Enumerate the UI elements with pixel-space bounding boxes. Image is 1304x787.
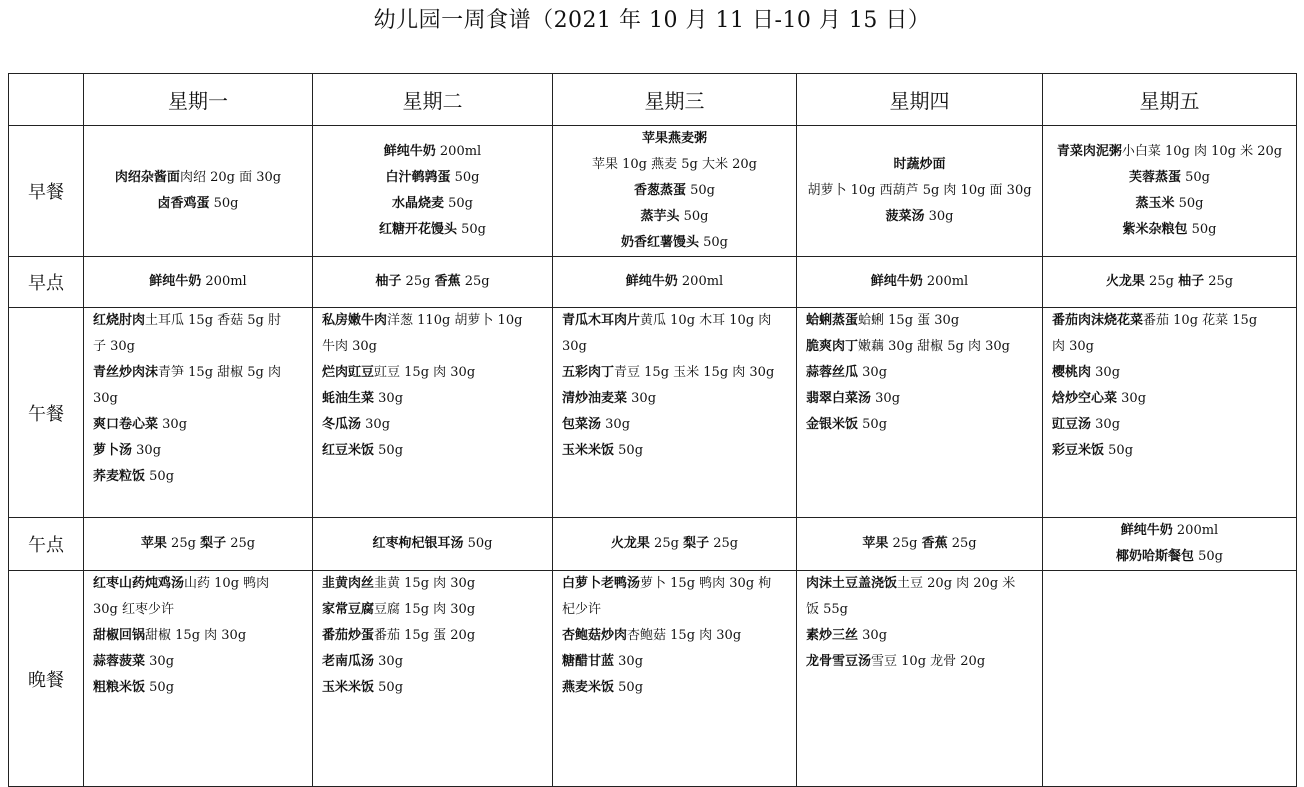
menu-cell bbox=[84, 126, 313, 257]
meal-label: 晚餐 bbox=[9, 571, 84, 787]
dish-detail: 30g bbox=[145, 654, 175, 669]
menu-item bbox=[322, 386, 546, 412]
menu-cell bbox=[553, 571, 797, 787]
dish-name: 清炒油麦菜 bbox=[562, 391, 628, 406]
menu-item bbox=[93, 412, 306, 438]
menu-item bbox=[797, 204, 1042, 230]
menu-item bbox=[313, 165, 552, 191]
dish-name: 青菜肉泥粥 bbox=[1056, 144, 1122, 159]
menu-item bbox=[806, 571, 1036, 597]
dish-name: 番茄肉沫烧花菜 bbox=[1052, 313, 1144, 328]
menu-item bbox=[1043, 217, 1296, 243]
dish-name: 萝卜汤 bbox=[93, 443, 133, 458]
dish-detail: 25g bbox=[888, 536, 922, 551]
menu-item bbox=[93, 675, 306, 701]
dish-name: 龙骨雪豆汤 bbox=[806, 654, 872, 669]
dish-detail: 30g 红枣少许 bbox=[93, 602, 174, 617]
dish-detail: 土豆 20g 肉 20g 米 bbox=[897, 576, 1016, 591]
menu-cell bbox=[797, 518, 1043, 571]
dish-detail: 甜椒 15g 肉 30g bbox=[145, 628, 247, 643]
dish-detail: 土耳瓜 15g 香菇 5g 肘 bbox=[145, 313, 282, 328]
dish-detail: 50g bbox=[457, 222, 486, 237]
dish-detail: 25g bbox=[649, 536, 684, 551]
menu-item bbox=[1043, 165, 1296, 191]
menu-item bbox=[84, 165, 312, 191]
menu-item bbox=[313, 139, 552, 165]
menu-item bbox=[797, 269, 1042, 295]
dish-name: 番茄炒蛋 bbox=[322, 628, 375, 643]
menu-item bbox=[553, 531, 796, 557]
dish-detail: 50g bbox=[614, 443, 644, 458]
menu-item bbox=[562, 571, 790, 597]
menu-item bbox=[93, 438, 306, 464]
menu-item bbox=[806, 308, 1036, 334]
menu-item bbox=[93, 649, 306, 675]
dish-detail: 30g bbox=[158, 417, 188, 432]
dish-name: 红糖开花馒头 bbox=[378, 222, 457, 237]
menu-cell bbox=[1043, 257, 1297, 308]
menu-item bbox=[806, 623, 1036, 649]
menu-cell bbox=[1043, 518, 1297, 571]
dish-detail: 嫩藕 30g 甜椒 5g 肉 30g bbox=[858, 339, 1010, 354]
menu-cell bbox=[313, 308, 553, 518]
menu-item bbox=[553, 152, 796, 178]
menu-cell bbox=[1043, 308, 1297, 518]
dish-detail: 番茄 15g 蛋 20g bbox=[374, 628, 476, 643]
dish-detail: 萝卜 15g 鸭肉 30g 枸 bbox=[640, 576, 772, 591]
menu-item bbox=[553, 269, 796, 295]
dish-detail: 50g bbox=[1194, 549, 1223, 564]
dish-detail: 30g bbox=[1091, 365, 1121, 380]
menu-item bbox=[1052, 360, 1290, 386]
dish-detail: 蛤蜊 15g 蛋 30g bbox=[858, 313, 960, 328]
menu-item bbox=[1052, 412, 1290, 438]
menu-item bbox=[313, 531, 552, 557]
dish-detail: 25g bbox=[166, 536, 201, 551]
menu-item bbox=[562, 623, 790, 649]
dish-name: 柚子 bbox=[1178, 274, 1205, 289]
dish-detail: 牛肉 30g bbox=[322, 339, 377, 354]
menu-item bbox=[322, 597, 546, 623]
dish-name: 烂肉豇豆 bbox=[322, 365, 375, 380]
menu-item bbox=[93, 308, 306, 334]
dish-name: 脆爽肉丁 bbox=[806, 339, 859, 354]
dish-name: 肉沫土豆盖浇饭 bbox=[806, 576, 898, 591]
meal-row bbox=[9, 518, 1297, 571]
menu-cell bbox=[553, 518, 797, 571]
dish-name: 蚝油生菜 bbox=[322, 391, 375, 406]
dish-name: 椰奶哈斯餐包 bbox=[1115, 549, 1194, 564]
dish-name: 樱桃肉 bbox=[1052, 365, 1092, 380]
dish-name: 包菜汤 bbox=[562, 417, 602, 432]
dish-detail: 30g bbox=[614, 654, 644, 669]
dish-name: 蛤蜊蒸蛋 bbox=[806, 313, 859, 328]
dish-detail: 30g bbox=[1117, 391, 1147, 406]
dish-detail: 25g bbox=[460, 274, 490, 289]
dish-name: 卤香鸡蛋 bbox=[157, 196, 210, 211]
menu-cell bbox=[797, 126, 1043, 257]
dish-detail: 200ml bbox=[1172, 523, 1219, 538]
dish-detail: 200ml bbox=[435, 144, 482, 159]
menu-item bbox=[84, 191, 312, 217]
menu-cell bbox=[553, 308, 797, 518]
dish-name: 梨子 bbox=[683, 536, 710, 551]
dish-detail: 25g bbox=[226, 536, 256, 551]
dish-name: 鲜纯牛奶 bbox=[625, 274, 678, 289]
menu-item bbox=[562, 675, 790, 701]
dish-detail: 山药 10g 鸭肉 bbox=[184, 576, 270, 591]
menu-item bbox=[322, 360, 546, 386]
dish-detail: 50g bbox=[686, 183, 715, 198]
menu-item bbox=[562, 412, 790, 438]
dish-detail: 洋葱 110g 胡萝卜 10g bbox=[387, 313, 523, 328]
dish-detail: 50g bbox=[209, 196, 239, 211]
menu-item bbox=[562, 334, 790, 360]
menu-item bbox=[93, 597, 306, 623]
menu-cell bbox=[313, 126, 553, 257]
menu-item bbox=[313, 191, 552, 217]
menu-item bbox=[84, 531, 312, 557]
dish-name: 蒸玉米 bbox=[1135, 196, 1175, 211]
dish-name: 苹果 bbox=[862, 536, 889, 551]
dish-detail: 200ml bbox=[922, 274, 969, 289]
dish-detail: 子 30g bbox=[93, 339, 135, 354]
dish-detail: 胡萝卜 10g 西葫芦 5g 肉 10g 面 30g bbox=[807, 183, 1032, 198]
dish-name: 鲜纯牛奶 bbox=[870, 274, 923, 289]
menu-item bbox=[1043, 544, 1296, 570]
dish-name: 红枣枸杞银耳汤 bbox=[372, 536, 464, 551]
dish-detail: 30g bbox=[132, 443, 162, 458]
dish-detail: 韭黄 15g 肉 30g bbox=[374, 576, 476, 591]
dish-detail: 50g bbox=[614, 680, 644, 695]
dish-detail: 50g bbox=[374, 443, 404, 458]
dish-detail: 50g bbox=[444, 196, 473, 211]
dish-name: 香葱蒸蛋 bbox=[633, 183, 686, 198]
dish-detail: 小白菜 10g 肉 10g 米 20g bbox=[1121, 144, 1283, 159]
menu-item bbox=[553, 230, 796, 256]
day-header: 星期三 bbox=[553, 74, 797, 126]
menu-item bbox=[562, 360, 790, 386]
dish-detail: 杏鲍菇 15g 肉 30g bbox=[627, 628, 742, 643]
dish-name: 青丝炒肉沫 bbox=[93, 365, 159, 380]
dish-name: 甜椒回锅 bbox=[93, 628, 146, 643]
menu-cell bbox=[84, 518, 313, 571]
dish-detail: 雪豆 10g 龙骨 20g bbox=[871, 654, 986, 669]
dish-name: 爽口卷心菜 bbox=[93, 417, 159, 432]
dish-detail: 200ml bbox=[201, 274, 247, 289]
dish-name: 金银米饭 bbox=[806, 417, 859, 432]
dish-name: 杏鲍菇炒肉 bbox=[562, 628, 628, 643]
menu-cell bbox=[797, 257, 1043, 308]
dish-detail: 25g bbox=[401, 274, 435, 289]
menu-item bbox=[93, 623, 306, 649]
dish-name: 老南瓜汤 bbox=[322, 654, 375, 669]
menu-item bbox=[562, 597, 790, 623]
dish-detail: 30g bbox=[601, 417, 631, 432]
menu-item bbox=[1043, 269, 1296, 295]
menu-item bbox=[1052, 438, 1290, 464]
dish-detail: 50g bbox=[450, 170, 480, 185]
dish-name: 红豆米饭 bbox=[322, 443, 375, 458]
dish-name: 白汁鹌鹑蛋 bbox=[385, 170, 451, 185]
menu-item bbox=[797, 152, 1042, 178]
day-header: 星期四 bbox=[797, 74, 1043, 126]
menu-item bbox=[806, 334, 1036, 360]
meal-label: 午点 bbox=[9, 518, 84, 571]
dish-detail: 50g bbox=[463, 536, 493, 551]
dish-detail: 豆腐 15g 肉 30g bbox=[374, 602, 476, 617]
dish-detail: 50g bbox=[145, 680, 175, 695]
dish-name: 芙蓉蒸蛋 bbox=[1128, 170, 1181, 185]
menu-item bbox=[313, 217, 552, 243]
dish-name: 私房嫩牛肉 bbox=[322, 313, 388, 328]
dish-detail: 30g bbox=[374, 654, 404, 669]
menu-item bbox=[93, 334, 306, 360]
menu-cell bbox=[84, 571, 313, 787]
day-header: 星期一 bbox=[84, 74, 313, 126]
dish-name: 五彩肉丁 bbox=[562, 365, 615, 380]
dish-name: 白萝卜老鸭汤 bbox=[562, 576, 641, 591]
menu-item bbox=[806, 412, 1036, 438]
dish-name: 青瓜木耳肉片 bbox=[562, 313, 641, 328]
dish-name: 韭黄肉丝 bbox=[322, 576, 375, 591]
dish-name: 鲜纯牛奶 bbox=[1120, 523, 1173, 538]
dish-name: 焓炒空心菜 bbox=[1052, 391, 1118, 406]
dish-detail: 30g bbox=[374, 391, 404, 406]
menu-item bbox=[322, 571, 546, 597]
dish-name: 糖醋甘蓝 bbox=[562, 654, 615, 669]
dish-name: 红枣山药炖鸡汤 bbox=[93, 576, 185, 591]
dish-name: 鲜纯牛奶 bbox=[383, 144, 436, 159]
dish-name: 水晶烧麦 bbox=[391, 196, 444, 211]
menu-item bbox=[1043, 139, 1296, 165]
dish-detail: 30g bbox=[858, 628, 888, 643]
dish-detail: 50g bbox=[1181, 170, 1210, 185]
menu-item bbox=[797, 178, 1042, 204]
dish-name: 奶香红薯馒头 bbox=[620, 235, 699, 250]
dish-name: 冬瓜汤 bbox=[322, 417, 362, 432]
day-header: 星期二 bbox=[313, 74, 553, 126]
dish-name: 柚子 bbox=[375, 274, 402, 289]
menu-item bbox=[322, 412, 546, 438]
menu-item bbox=[553, 204, 796, 230]
menu-item bbox=[806, 360, 1036, 386]
dish-name: 粗粮米饭 bbox=[93, 680, 146, 695]
dish-detail: 30g bbox=[1091, 417, 1121, 432]
menu-cell bbox=[797, 308, 1043, 518]
dish-detail: 30g bbox=[924, 209, 954, 224]
dish-name: 素炒三丝 bbox=[806, 628, 859, 643]
meal-label: 早点 bbox=[9, 257, 84, 308]
dish-name: 彩豆米饭 bbox=[1052, 443, 1105, 458]
menu-cell bbox=[84, 308, 313, 518]
menu-cell bbox=[553, 257, 797, 308]
menu-item bbox=[322, 649, 546, 675]
dish-name: 火龙果 bbox=[610, 536, 650, 551]
weekly-menu-table bbox=[8, 73, 1297, 787]
menu-item bbox=[1052, 308, 1290, 334]
dish-name: 燕麦米饭 bbox=[562, 680, 615, 695]
menu-item bbox=[1043, 191, 1296, 217]
meal-row bbox=[9, 308, 1297, 518]
menu-item bbox=[553, 178, 796, 204]
dish-detail: 25g bbox=[1144, 274, 1179, 289]
dish-detail: 青笋 15g 甜椒 5g 肉 bbox=[158, 365, 282, 380]
dish-name: 豇豆汤 bbox=[1052, 417, 1092, 432]
menu-cell bbox=[313, 518, 553, 571]
menu-cell bbox=[1043, 571, 1297, 787]
dish-name: 香蕉 bbox=[434, 274, 461, 289]
dish-detail: 25g bbox=[709, 536, 739, 551]
menu-item bbox=[806, 597, 1036, 623]
menu-cell bbox=[313, 257, 553, 308]
menu-cell bbox=[1043, 126, 1297, 257]
dish-detail: 苹果 10g 燕麦 5g 大米 20g bbox=[592, 157, 757, 172]
dish-name: 翡翠白菜汤 bbox=[806, 391, 872, 406]
menu-cell bbox=[553, 126, 797, 257]
dish-name: 梨子 bbox=[200, 536, 227, 551]
menu-cell bbox=[797, 571, 1043, 787]
dish-detail: 50g bbox=[679, 209, 709, 224]
menu-item bbox=[322, 334, 546, 360]
menu-item bbox=[93, 386, 306, 412]
menu-item bbox=[322, 623, 546, 649]
dish-detail: 黄瓜 10g 木耳 10g 肉 bbox=[640, 313, 772, 328]
dish-detail: 50g bbox=[1174, 196, 1204, 211]
dish-detail: 200ml bbox=[677, 274, 724, 289]
corner-cell bbox=[9, 74, 84, 126]
dish-detail: 25g bbox=[1204, 274, 1234, 289]
menu-cell bbox=[313, 571, 553, 787]
meal-row bbox=[9, 257, 1297, 308]
dish-name: 苹果 bbox=[140, 536, 167, 551]
menu-item bbox=[562, 438, 790, 464]
dish-name: 玉米米饭 bbox=[322, 680, 375, 695]
menu-item bbox=[84, 269, 312, 295]
menu-item bbox=[806, 386, 1036, 412]
dish-name: 荞麦粒饭 bbox=[93, 469, 146, 484]
menu-item bbox=[93, 360, 306, 386]
dish-detail: 30g bbox=[562, 339, 587, 354]
dish-detail: 肉绍 20g 面 30g bbox=[179, 170, 282, 185]
menu-item bbox=[553, 126, 796, 152]
dish-name: 蒜蓉菠菜 bbox=[93, 654, 146, 669]
page-title: 幼儿园一周食谱（2021 年 10 月 11 日-10 月 15 日） bbox=[373, 8, 931, 33]
dish-name: 家常豆腐 bbox=[322, 602, 375, 617]
menu-item bbox=[562, 649, 790, 675]
dish-name: 菠菜汤 bbox=[885, 209, 925, 224]
dish-name: 蒜蓉丝瓜 bbox=[806, 365, 859, 380]
dish-detail: 青豆 15g 玉米 15g 肉 30g bbox=[614, 365, 775, 380]
menu-item bbox=[562, 386, 790, 412]
dish-detail: 肉 30g bbox=[1052, 339, 1094, 354]
dish-detail: 50g bbox=[858, 417, 888, 432]
menu-cell bbox=[84, 257, 313, 308]
dish-detail: 25g bbox=[947, 536, 977, 551]
dish-detail: 30g bbox=[361, 417, 391, 432]
dish-name: 鲜纯牛奶 bbox=[149, 274, 202, 289]
meal-label: 早餐 bbox=[9, 126, 84, 257]
header-row bbox=[9, 74, 1297, 126]
dish-detail: 50g bbox=[374, 680, 404, 695]
menu-item bbox=[1052, 386, 1290, 412]
dish-name: 蒸芋头 bbox=[640, 209, 680, 224]
dish-detail: 杞少许 bbox=[562, 602, 602, 617]
dish-detail: 50g bbox=[699, 235, 728, 250]
menu-item bbox=[322, 438, 546, 464]
menu-item bbox=[806, 649, 1036, 675]
dish-detail: 饭 55g bbox=[806, 602, 848, 617]
dish-detail: 30g bbox=[93, 391, 118, 406]
dish-detail: 50g bbox=[145, 469, 175, 484]
menu-item bbox=[93, 464, 306, 490]
menu-item bbox=[797, 531, 1042, 557]
dish-detail: 50g bbox=[1187, 222, 1217, 237]
menu-item bbox=[313, 269, 552, 295]
dish-name: 玉米米饭 bbox=[562, 443, 615, 458]
dish-name: 火龙果 bbox=[1105, 274, 1145, 289]
dish-name: 肉绍杂酱面 bbox=[114, 170, 180, 185]
menu-item bbox=[322, 308, 546, 334]
dish-name: 时蔬炒面 bbox=[893, 157, 946, 172]
menu-item bbox=[93, 571, 306, 597]
meal-row bbox=[9, 571, 1297, 787]
dish-detail: 50g bbox=[1104, 443, 1134, 458]
meal-label: 午餐 bbox=[9, 308, 84, 518]
dish-detail: 30g bbox=[858, 365, 888, 380]
menu-item bbox=[322, 675, 546, 701]
dish-detail: 30g bbox=[871, 391, 901, 406]
day-header: 星期五 bbox=[1043, 74, 1297, 126]
menu-item bbox=[1043, 518, 1296, 544]
dish-detail: 豇豆 15g 肉 30g bbox=[374, 365, 476, 380]
dish-name: 紫米杂粮包 bbox=[1122, 222, 1188, 237]
menu-item bbox=[1052, 334, 1290, 360]
meal-row bbox=[9, 126, 1297, 257]
dish-name: 香蕉 bbox=[921, 536, 948, 551]
dish-detail: 30g bbox=[627, 391, 657, 406]
menu-item bbox=[562, 308, 790, 334]
dish-name: 红烧肘肉 bbox=[93, 313, 146, 328]
dish-name: 苹果燕麦粥 bbox=[641, 131, 707, 146]
dish-detail: 番茄 10g 花菜 15g bbox=[1143, 313, 1258, 328]
